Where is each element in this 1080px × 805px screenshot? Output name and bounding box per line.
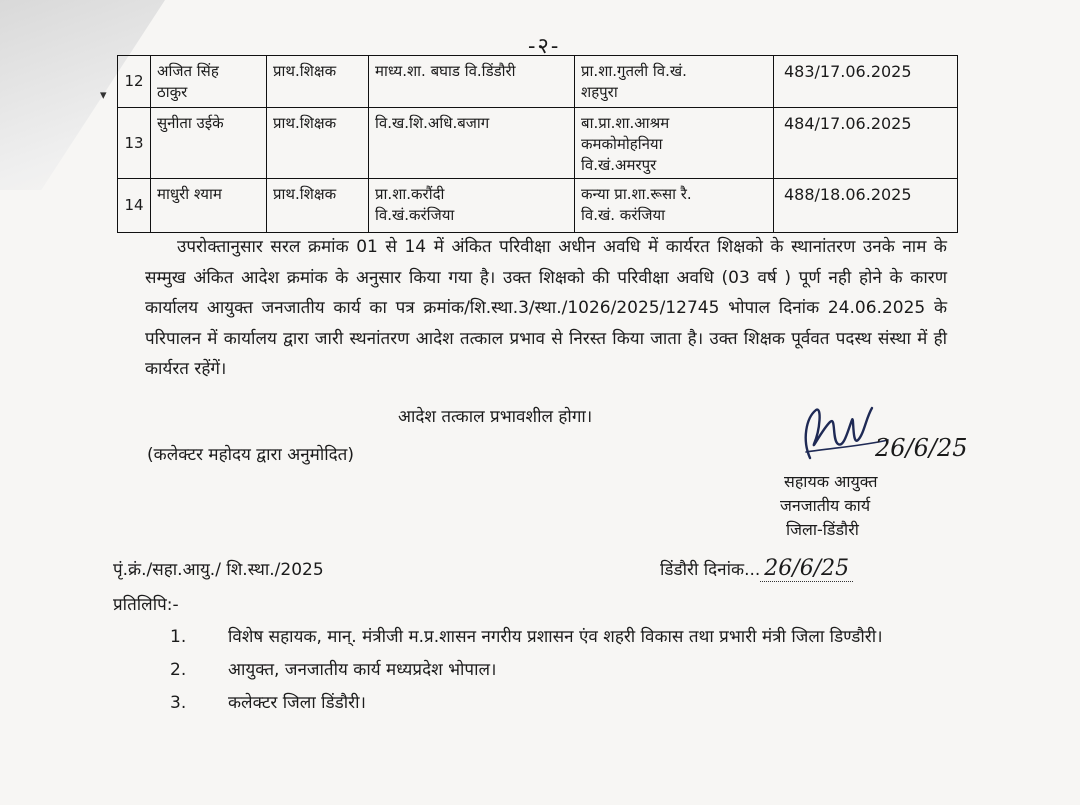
signature-date: 26/6/25: [875, 434, 968, 462]
designation-cell: प्राथ.शिक्षक: [267, 56, 369, 108]
teacher-name-cell: माधुरी श्याम: [151, 179, 267, 233]
signatory-department: जनजातीय कार्य: [780, 496, 871, 515]
order-number-cell: 483/17.06.2025: [774, 56, 958, 108]
list-item: [170, 655, 950, 686]
dispatch-date: [660, 556, 853, 581]
order-paragraph-text: उपरोक्तानुसार सरल क्रमांक 01 से 14 में अंकित परिवीक्षा अधीन अवधि में कार्यरत शिक्षको के स्थानांतरण उनके नाम के सम्मुख अंकित आदेश क्रमांक के अनुसार किया गया है। उक्त शिक्षको की परिवीक्षा अवधि (03 वर्ष ) पूर्ण नही होने के कारण कार्यालय आयुक्त जनजातीय कार्य का पत्र क्रमांक/शि.स्था.3/स्था./1026/2025/12745 भोपाल दिनांक 24.06.2025 के परिपालन में कार्यालय द्वारा जारी स्थनांतरण आदेश तत्काल प्रभाव से निरस्त किया जाता है। उक्त शिक्षक पूर्ववत पदस्थ संस्था में ही कार्यरत रहेंगें।: [145, 237, 947, 379]
list-item-text: आयुक्त, जनजातीय कार्य मध्यप्रदेश भोपाल।: [228, 660, 497, 680]
serial-cell: 13: [118, 108, 151, 179]
serial-cell: 12: [118, 56, 151, 108]
signatory-block: [780, 470, 877, 542]
transferred-school-cell: बा.प्रा.शा.आश्रम कमकोमोहनिया वि.खं.अमरपुर: [575, 108, 774, 179]
order-number-cell: 484/17.06.2025: [774, 108, 958, 179]
table-row: [118, 108, 958, 179]
order-number-cell: 488/18.06.2025: [774, 179, 958, 233]
list-item-number: 3.: [170, 693, 187, 713]
margin-mark: ▾: [100, 88, 107, 103]
designation-cell: प्राथ.शिक्षक: [267, 179, 369, 233]
teacher-name-cell: अजित सिंह ठाकुर: [151, 56, 267, 108]
copy-label: प्रतिलिपि:-: [113, 595, 179, 615]
serial-cell: 14: [118, 179, 151, 233]
table-row: [118, 179, 958, 233]
page-number: -२-: [528, 34, 561, 59]
transferred-school-cell: कन्या प्रा.शा.रूसा रै. वि.खं. करंजिया: [575, 179, 774, 233]
order-paragraph: [145, 232, 947, 385]
approval-note: (कलेक्टर महोदय द्वारा अनुमोदित): [147, 445, 354, 465]
table-row: [118, 56, 958, 108]
teacher-name-cell: सुनीता उईके: [151, 108, 267, 179]
signatory-district: जिला-डिंडौरी: [786, 520, 859, 539]
signatory-designation: सहायक आयुक्त: [784, 472, 878, 491]
list-item: [170, 622, 950, 653]
designation-cell: प्राथ.शिक्षक: [267, 108, 369, 179]
list-item-number: 2.: [170, 660, 187, 680]
current-school-cell: प्रा.शा.करौंदी वि.खं.करंजिया: [369, 179, 575, 233]
current-school-cell: माध्य.शा. बघाड वि.डिंडौरी: [369, 56, 575, 108]
list-item-text: कलेक्टर जिला डिंडौरी।: [228, 693, 366, 713]
date-handwritten: 26/6/25: [760, 556, 853, 582]
list-item-text: विशेष सहायक, मान्. मंत्रीजी म.प्र.शासन नगरीय प्रशासन एंव शहरी विकास तथा प्रभारी मंत्री जिला डिण्डौरी।: [228, 627, 883, 647]
date-label: डिंडौरी दिनांक...: [660, 560, 761, 580]
current-school-cell: वि.ख.शि.अधि.बजाग: [369, 108, 575, 179]
effective-line: आदेश तत्काल प्रभावशील होगा।: [398, 407, 593, 427]
list-item: [170, 688, 950, 719]
transferred-school-cell: प्रा.शा.गुतली वि.खं. शहपुरा: [575, 56, 774, 108]
copy-list: [170, 622, 950, 721]
list-item-number: 1.: [170, 627, 187, 647]
transfer-table: [117, 55, 958, 233]
reference-number: पृं.क्रं./सहा.आयु./ शि.स्था./2025: [113, 560, 324, 580]
